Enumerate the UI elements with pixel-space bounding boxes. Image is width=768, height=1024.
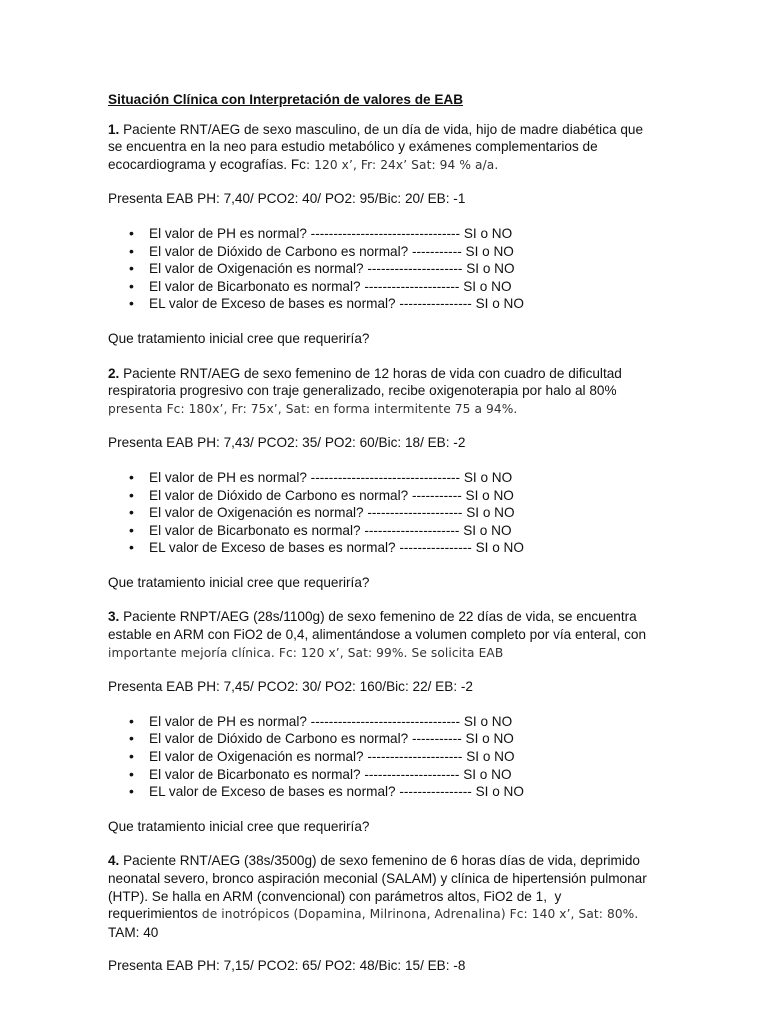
bullet-icon: • (129, 224, 134, 241)
bullet-icon: • (129, 783, 134, 800)
case-number: 2. (108, 365, 120, 381)
spacer (108, 696, 668, 713)
question-text: EL valor de Exceso de bases es normal? ---------------- SI o NO (149, 540, 524, 556)
spacer (108, 662, 668, 678)
question-text: El valor de Dióxido de Carbono es normal? ----------- SI o NO (149, 487, 514, 503)
question-item (108, 783, 668, 801)
case-text: TAM: 40 (108, 924, 159, 940)
case-line (108, 852, 668, 870)
case-line (108, 924, 668, 942)
question-list (108, 225, 668, 313)
bullet-icon: • (129, 468, 134, 485)
question-item (108, 504, 668, 522)
case-text: Paciente RNT/AEG de sexo femenino de 12 horas de vida con cuadro de dificultad (119, 365, 622, 381)
question-list (108, 469, 668, 557)
spacer (108, 208, 668, 225)
question-item (108, 487, 668, 505)
bullet-icon: • (129, 521, 134, 538)
question-item (108, 748, 668, 766)
bullet-icon: • (129, 242, 134, 259)
bullet-icon: • (129, 504, 134, 521)
question-text: El valor de PH es normal? --------------------------------- SI o NO (149, 469, 513, 485)
question-item (108, 730, 668, 748)
question-text: El valor de Oxigenación es normal? --------------------- SI o NO (149, 261, 515, 277)
case-description (108, 608, 668, 662)
cases-container (108, 121, 668, 975)
case-number: 4. (108, 853, 120, 869)
case-vitals: de inotrópicos (Dopamina, Milrinona, Adrenalina) Fc: 140 x’, Sat: 80%. (197, 907, 639, 922)
question-item (108, 713, 668, 731)
case-block (108, 852, 668, 975)
spacer (108, 313, 668, 330)
case-text: Paciente RNT/AEG de sexo masculino, de un día de vida, hijo de madre diabética que (119, 121, 644, 137)
eab-values: Presenta EAB PH: 7,43/ PCO2: 35/ PO2: 60/Bic: 18/ EB: -2 (108, 435, 466, 451)
spacer (108, 174, 668, 190)
eab-values: Presenta EAB PH: 7,45/ PCO2: 30/ PO2: 160/Bic: 22/ EB: -2 (108, 679, 473, 695)
case-text: respiratoria progresivo con traje generalizado, recibe oxigenoterapia por halo al 80% (108, 383, 617, 399)
question-item (108, 539, 668, 557)
case-vitals: presenta Fc: 180x’, Fr: 75x’, Sat: en forma intermitente 75 a 94%. (108, 401, 518, 416)
spacer (108, 418, 668, 434)
case-line (108, 138, 668, 156)
case-text: requerimientos (108, 906, 198, 922)
case-number: 1. (108, 121, 120, 137)
bullet-icon: • (129, 260, 134, 277)
question-item (108, 225, 668, 243)
question-text: El valor de Dióxido de Carbono es normal? ----------- SI o NO (149, 243, 514, 259)
case-line (108, 905, 668, 924)
question-text: El valor de Dióxido de Carbono es normal? ----------- SI o NO (149, 731, 514, 747)
spacer (108, 941, 668, 957)
case-description (108, 121, 668, 175)
question-text: El valor de Oxigenación es normal? --------------------- SI o NO (149, 505, 515, 521)
case-text: estable en ARM con FiO2 de 0,4, alimentándose a volumen completo por vía enteral, con (108, 627, 647, 643)
bullet-icon: • (129, 730, 134, 747)
case-line (108, 400, 668, 419)
spacer (108, 452, 668, 469)
bullet-icon: • (129, 277, 134, 294)
question-text: EL valor de Exceso de bases es normal? ---------------- SI o NO (149, 296, 524, 312)
case-vitals: : 120 x’, Fr: 24x’ Sat: 94 % a/a. (305, 157, 499, 172)
eab-values: Presenta EAB PH: 7,40/ PCO2: 40/ PO2: 95/Bic: 20/ EB: -1 (108, 191, 466, 207)
question-item (108, 766, 668, 784)
question-item (108, 278, 668, 296)
case-block (108, 365, 668, 609)
bullet-icon: • (129, 486, 134, 503)
question-list (108, 713, 668, 801)
question-item (108, 522, 668, 540)
case-line (108, 870, 668, 888)
treatment-question: Que tratamiento inicial cree que requeriría? (108, 330, 370, 346)
treatment-question: Que tratamiento inicial cree que requeriría? (108, 574, 370, 590)
spacer (108, 801, 668, 818)
question-item (108, 295, 668, 313)
question-text: El valor de Bicarbonato es normal? --------------------- SI o NO (149, 522, 512, 538)
case-description (108, 365, 668, 419)
case-line (108, 608, 668, 626)
case-line (108, 888, 668, 906)
question-text: El valor de PH es normal? --------------------------------- SI o NO (149, 713, 513, 729)
question-text: El valor de Oxigenación es normal? --------------------- SI o NO (149, 749, 515, 765)
case-description (108, 852, 668, 941)
question-text: EL valor de Exceso de bases es normal? ---------------- SI o NO (149, 784, 524, 800)
spacer (108, 557, 668, 574)
bullet-icon: • (129, 712, 134, 729)
question-item (108, 243, 668, 261)
case-line (108, 121, 668, 139)
case-text: se encuentra en la neo para estudio metabólico y exámenes complementarios de (108, 139, 598, 155)
case-text: neonatal severo, bronco aspiración meconial (SALAM) y clínica de hipertensión pulmonar (108, 871, 647, 886)
case-vitals: importante mejoría clínica. Fc: 120 x’, Sat: 99%. Se solicita EAB (108, 645, 504, 660)
bullet-icon: • (129, 748, 134, 765)
spacer (108, 348, 668, 365)
bullet-icon: • (129, 539, 134, 556)
question-item (108, 469, 668, 487)
treatment-question: Que tratamiento inicial cree que requeriría? (108, 818, 370, 834)
question-text: El valor de Bicarbonato es normal? --------------------- SI o NO (149, 278, 512, 294)
case-text: Paciente RNT/AEG (38s/3500g) de sexo femenino de 6 horas días de vida, deprimido (119, 853, 640, 869)
document-page (108, 91, 668, 975)
spacer (108, 591, 668, 608)
case-line (108, 626, 668, 644)
case-line (108, 365, 668, 383)
bullet-icon: • (129, 765, 134, 782)
case-text: (HTP). Se halla en ARM (convencional) con parámetros altos, FiO2 de 1, y (108, 888, 562, 904)
eab-values: Presenta EAB PH: 7,15/ PCO2: 65/ PO2: 48/Bic: 15/ EB: -8 (108, 958, 466, 974)
case-block (108, 121, 668, 365)
case-line (108, 156, 668, 175)
document-title: Situación Clínica con Interpretación de valores de EAB (108, 92, 464, 107)
case-text: ecocardiograma y ecografías. Fc (108, 156, 306, 172)
case-line (108, 644, 668, 663)
question-item (108, 260, 668, 278)
bullet-icon: • (129, 295, 134, 312)
case-text: Paciente RNPT/AEG (28s/1100g) de sexo femenino de 22 días de vida, se encuentra (119, 609, 637, 625)
case-number: 3. (108, 609, 120, 625)
case-block (108, 608, 668, 852)
question-text: El valor de PH es normal? --------------------------------- SI o NO (149, 225, 513, 241)
question-text: El valor de Bicarbonato es normal? --------------------- SI o NO (149, 766, 512, 782)
spacer (108, 835, 668, 852)
case-line (108, 382, 668, 400)
